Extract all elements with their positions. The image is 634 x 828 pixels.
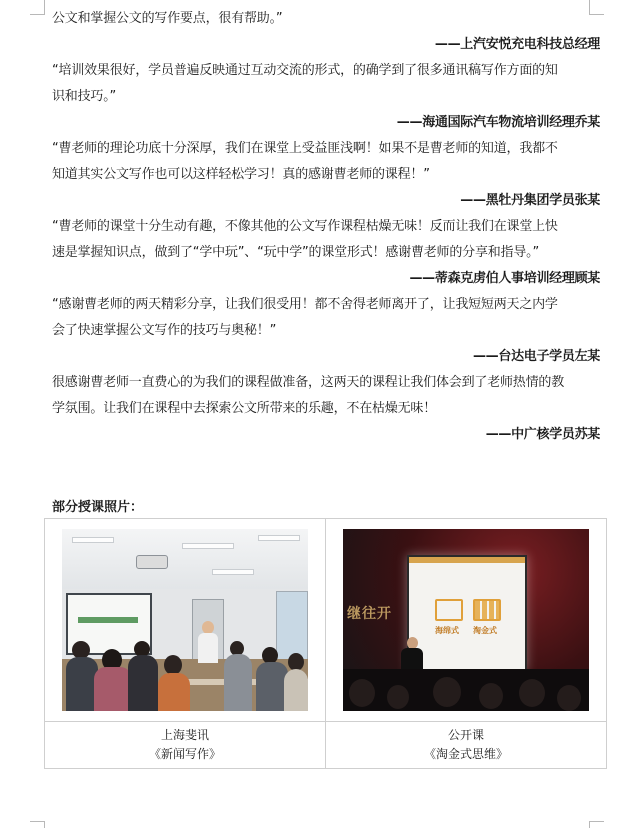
photo-caption xyxy=(326,722,607,769)
testimonial-signature: ——黑牡丹集团学员张某 xyxy=(460,193,600,208)
caption-line: 《淘金式思维》 xyxy=(423,747,508,761)
photo-cell-classroom xyxy=(45,519,326,722)
testimonial-signature: ——中广核学员苏某 xyxy=(485,427,600,442)
testimonial-line: “感谢曹老师的两天精彩分享，让我们很受用！都不舍得老师离开了，让我短短两天之内学 xyxy=(52,297,558,312)
classroom-photo xyxy=(62,529,308,711)
testimonial-line: “曹老师的理论功底十分深厚，我们在课堂上受益匪浅啊！如果不是曹老师的知道，我都不 xyxy=(52,141,558,156)
testimonial-line: 识和技巧。” xyxy=(52,89,117,104)
screen-label: 淘金式 xyxy=(473,626,497,635)
photo-cell-auditorium xyxy=(326,519,607,722)
projection-screen xyxy=(407,555,527,671)
testimonial-line: 很感谢曹老师一直费心的为我们的课程做准备，这两天的课程让我们体会到了老师热情的教 xyxy=(52,375,565,390)
crop-mark-bottom-right xyxy=(589,821,604,828)
testimonial-line: “培训效果很好，学员普遍反映通过互动交流的形式，的确学到了很多通讯稿写作方面的知 xyxy=(52,63,558,78)
testimonials xyxy=(52,6,600,448)
auditorium-photo xyxy=(343,529,589,711)
testimonial-signature: ——海通国际汽车物流培训经理乔某 xyxy=(396,115,600,130)
testimonial-signature: ——蒂森克虏伯人事培训经理顾某 xyxy=(409,271,600,286)
photo-table xyxy=(44,518,607,769)
testimonial-signature: ——上汽安悦充电科技总经理 xyxy=(434,37,600,52)
testimonial-line: 会了快速掌握公文写作的技巧与奥秘！” xyxy=(52,323,277,338)
crop-mark-top-left xyxy=(30,0,45,15)
sponge-box-icon xyxy=(435,599,463,621)
screen-label: 海绵式 xyxy=(435,626,459,635)
crop-mark-bottom-left xyxy=(30,821,45,828)
caption-line: 《新闻写作》 xyxy=(148,747,221,761)
caption-line: 公开课 xyxy=(447,728,484,742)
testimonial-signature: ——台达电子学员左某 xyxy=(472,349,600,364)
caption-line: 上海斐讯 xyxy=(160,728,209,742)
projector-icon xyxy=(136,555,168,569)
testimonial-line: “曹老师的课堂十分生动有趣，不像其他的公文写作课程枯燥无味！反而让我们在课堂上快 xyxy=(52,219,558,234)
section-title: 部分授课照片： xyxy=(52,500,144,515)
testimonial-line: 速是掌握知识点，做到了“学中玩”、“玩中学”的课堂形式！感谢曹老师的分享和指导。” xyxy=(52,245,539,260)
testimonial-line: 学氛围。让我们在课程中去探索公文所带来的乐趣，不在枯燥无味！ xyxy=(52,401,437,416)
photo-caption xyxy=(45,722,326,769)
testimonial-line: 公文和掌握公文的写作要点，很有帮助。” xyxy=(52,11,283,26)
gold-bars-icon xyxy=(473,599,501,621)
stage-banner: 继往开 xyxy=(347,606,392,622)
testimonial-line: 知道其实公文写作也可以这样轻松学习！真的感谢曹老师的课程！” xyxy=(52,167,430,182)
